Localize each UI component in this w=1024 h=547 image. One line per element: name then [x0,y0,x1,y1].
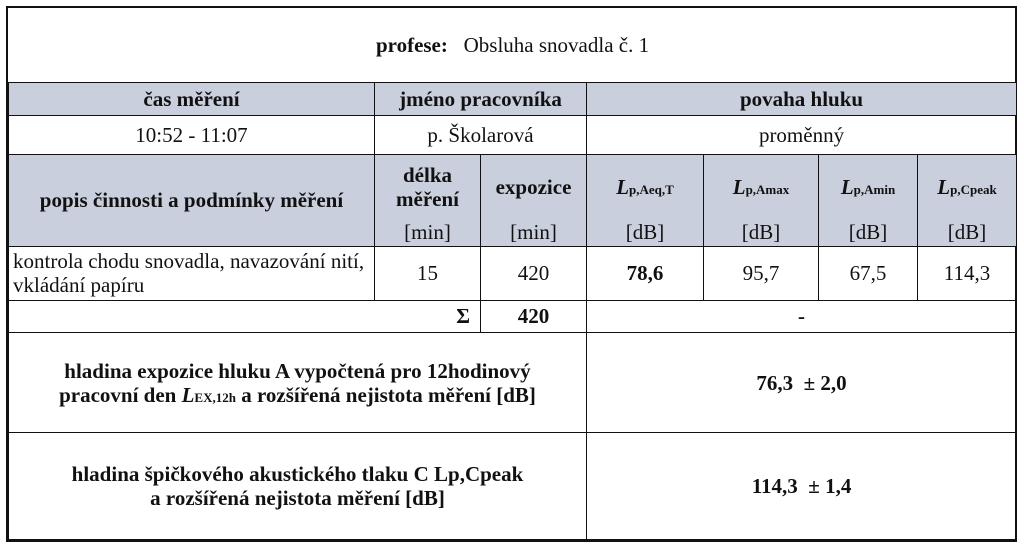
result-exposure-row [9,333,1017,433]
duration-value: 15 [375,246,481,300]
measurement-protocol-table [6,6,1017,542]
header-duration: délka měření [375,155,481,219]
header-lcpeak: Lp,Cpeak [918,155,1017,219]
header-lamax: Lp,Amax [704,155,819,219]
laeq-value: 78,6 [587,246,704,300]
header-row-2 [9,155,1017,219]
noise-type-value: proměnný [587,116,1017,155]
exposure-value: 420 [481,246,587,300]
lcpeak-value: 114,3 [918,246,1017,300]
profession-cell [9,8,1017,82]
info-row [9,116,1017,155]
unit-lamin: [dB] [819,219,918,246]
sum-row [9,300,1017,333]
activity-description: kontrola chodu snovadla, navazování nití, vkládání papíru [9,246,375,300]
header-activity: popis činnosti a podmínky měření [9,155,375,247]
unit-lamax: [dB] [704,219,819,246]
profession-row [9,8,1017,82]
result-peak-label: hladina špičkového akustického tlaku C Lp,Cpeak a rozšířená nejistota měření [dB] [9,433,587,540]
header-noise-type: povaha hluku [587,82,1017,116]
sum-symbol: Σ [9,300,481,333]
worker-value: p. Školarová [375,116,587,155]
measurement-row [9,246,1017,300]
noise-table [8,8,1017,540]
result-peak-value: 114,3 ± 1,4 [587,433,1017,540]
unit-duration: [min] [375,219,481,246]
header-exposure: expozice [481,155,587,219]
time-value: 10:52 - 11:07 [9,116,375,155]
lamax-value: 95,7 [704,246,819,300]
unit-exposure: [min] [481,219,587,246]
result-peak-row [9,433,1017,540]
sum-exposure: 420 [481,300,587,333]
result-exposure-label: hladina expozice hluku A vypočtená pro 12hodinový pracovní den LEX,12h a rozšířená nejistota měření [dB] [9,333,587,433]
unit-lcpeak: [dB] [918,219,1017,246]
unit-laeq: [dB] [587,219,704,246]
lamin-value: 67,5 [819,246,918,300]
header-time: čas měření [9,82,375,116]
header-laeq: Lp,Aeq,T [587,155,704,219]
sum-dash: - [587,300,1017,333]
header-lamin: Lp,Amin [819,155,918,219]
result-exposure-value: 76,3 ± 2,0 [587,333,1017,433]
header-row-1 [9,82,1017,116]
profession-label: profese: [375,32,448,57]
header-worker: jméno pracovníka [375,82,587,116]
profession-value: Obsluha snovadla č. 1 [463,32,650,57]
